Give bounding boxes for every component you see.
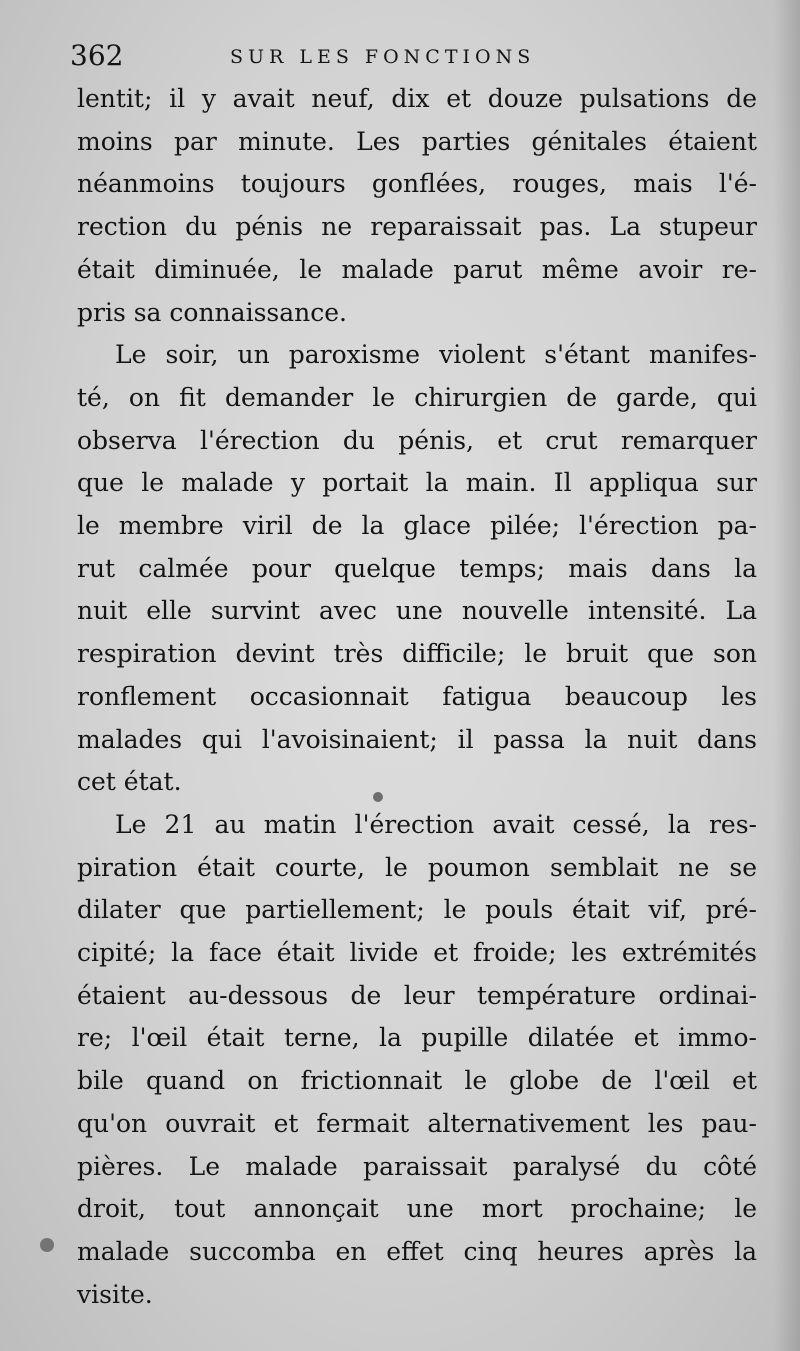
paragraph-3 — [77, 804, 757, 1316]
page-edge-shadow — [774, 0, 800, 1351]
text-line: Le 21 au matin l'érection avait cessé, la res- — [115, 809, 757, 839]
text-line: cet état. — [77, 767, 182, 797]
text-line: rut calmée pour quelque temps; mais dans la — [77, 553, 757, 583]
text-line: re; l'œil était terne, la pupille dilatée et immo- — [77, 1023, 757, 1053]
text-line: ronflement occasionnait fatigua beaucoup les — [77, 681, 757, 711]
text-line: étaient au-dessous de leur température ordinai- — [77, 980, 757, 1010]
text-line: le membre viril de la glace pilée; l'érection pa- — [77, 511, 757, 541]
text-line: qu'on ouvrait et fermait alternativement les pau- — [77, 1108, 757, 1138]
text-line: Le soir, un paroxisme violent s'étant manifes- — [115, 340, 757, 370]
text-line: nuit elle survint avec une nouvelle intensité. La — [77, 596, 757, 626]
text-line: dilater que partiellement; le pouls était vif, pré- — [77, 895, 757, 925]
text-line: cipité; la face était livide et froide; les extrémités — [77, 938, 757, 968]
text-line: pières. Le malade paraissait paralysé du côté — [77, 1151, 757, 1181]
ink-blot — [40, 1238, 54, 1252]
page-header — [70, 38, 770, 74]
text-line: respiration devint très difficile; le bruit que son — [77, 639, 757, 669]
text-line: que le malade y portait la main. Il appliqua sur — [77, 468, 757, 498]
text-line: était diminuée, le malade parut même avoir re- — [77, 254, 757, 284]
text-line: pris sa connaissance. — [77, 297, 347, 327]
running-head: SUR LES FONCTIONS — [230, 46, 536, 68]
text-line: droit, tout annonçait une mort prochaine; le — [77, 1194, 757, 1224]
text-line: lentit; il y avait neuf, dix et douze pulsations de — [77, 84, 757, 113]
text-line: malades qui l'avoisinaient; il passa la nuit dans — [77, 724, 757, 754]
text-line: visite. — [77, 1279, 153, 1309]
text-line: rection du pénis ne reparaissait pas. La stupeur — [77, 212, 757, 242]
paragraph-2 — [77, 334, 757, 804]
page-number: 362 — [70, 39, 124, 72]
text-line: moins par minute. Les parties génitales étaient — [77, 126, 757, 156]
ink-blot — [373, 792, 383, 802]
text-line: té, on fit demander le chirurgien de garde, qui — [77, 382, 757, 412]
text-line: bile quand on frictionnait le globe de l'œil et — [77, 1066, 757, 1096]
text-line: observa l'érection du pénis, et crut remarquer — [77, 425, 757, 455]
text-line: néanmoins toujours gonflées, rouges, mais l'é- — [77, 169, 757, 199]
text-line: piration était courte, le poumon semblait ne se — [77, 852, 757, 882]
text-line: malade succomba en effet cinq heures après la — [77, 1236, 757, 1266]
paragraph-1 — [77, 78, 757, 334]
body-text — [77, 78, 757, 1316]
